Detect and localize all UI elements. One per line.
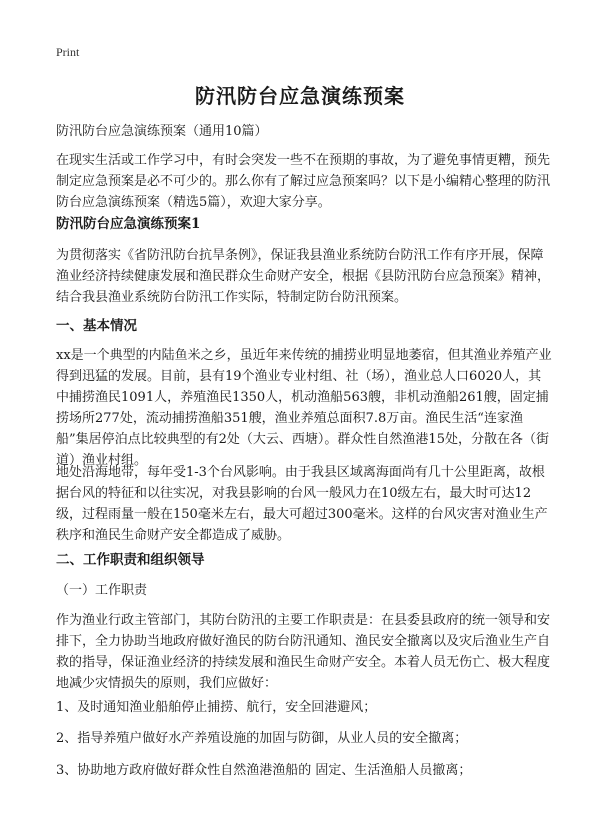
print-label: Print (56, 45, 80, 59)
document-subtitle: 防汛防台应急演练预案（通用10篇） (56, 124, 268, 139)
list-item-2: 2、指导养殖户做好水产养殖设施的加固与防御，从业人员的安全撤离； (56, 731, 468, 746)
section1-paragraph: 为贯彻落实《省防汛防台抗旱条例》，保证我县渔业系统防台防汛工作有序开展，保障渔业经济持续健康发展和渔民群众生命财产安全，根据《县防汛防台应急预案》精神，结合我县渔业系统防台防汛工作实际，特制定防台防汛预案。 (56, 248, 551, 305)
section-heading-1: 防汛防台应急演练预案1 (56, 216, 201, 232)
list-item-1: 1、及时通知渔业船舶停止捕捞、航行，安全回港避风； (56, 700, 377, 715)
duties-paragraph: 作为渔业行政主管部门，其防台防汛的主要工作职责是：在县委县政府的统一领导和安排下，全力协助当地政府做好渔民的防台防汛通知、渔民安全撤离以及灾后渔业生产自救的指导，保证渔业经济的持续发展和渔民生命财产安全。本着人员无伤亡、极大程度地减少灾情损失的原则，我们应做好： (56, 613, 551, 691)
heading-duties: 二、工作职责和组织领导 (56, 552, 205, 568)
basic-info-paragraph-2: 地处沿海地带，每年受1-3个台风影响。由于我县区域离海面尚有几十公里距离，故根据台风的特征和以往实况，对我县影响的台风一般风力在10级左右，最大时可达12级，过程雨量一般在150毫米左右，最大可超过300毫米。这样的台风灾害对渔业生产秩序和渔民生命财产安全都造成了威胁。 (56, 465, 548, 543)
page-title: 防汛防台应急演练预案 (195, 84, 405, 108)
basic-info-paragraph-1: xx是一个典型的内陆鱼米之乡，虽近年来传统的捕捞业明显地萎宿，但其渔业养殖产业得到迅猛的发展。目前，县有19个渔业专业村组、社（场），渔业总人口6020人，其中捕捞渔民1091人，养殖渔民1350人，机动渔船563艘，非机动渔船261艘，固定捕捞场所277处，流动捕捞渔船351艘，渔业养殖总面积7.8万亩。渔民生活“连家渔船”集居停泊点比较典型的有2处（大云、西塘）。群众性自然渔港15处，分散在各（街道）渔业村组。 (56, 348, 552, 468)
intro-paragraph: 在现实生活或工作学习中，有时会突发一些不在预期的事故，为了避免事情更糟，预先制定应急预案是必不可少的。那么你有了解过应急预案吗？以下是小编精心整理的防汛防台应急演练预案（精选5篇），欢迎大家分享。 (56, 153, 551, 210)
subheading-duties: （一）工作职责 (56, 583, 148, 598)
heading-basic-info: 一、基本情况 (56, 318, 137, 334)
list-item-3: 3、协助地方政府做好群众性自然渔港渔船的 固定、生活渔船人员撤离； (56, 763, 472, 778)
